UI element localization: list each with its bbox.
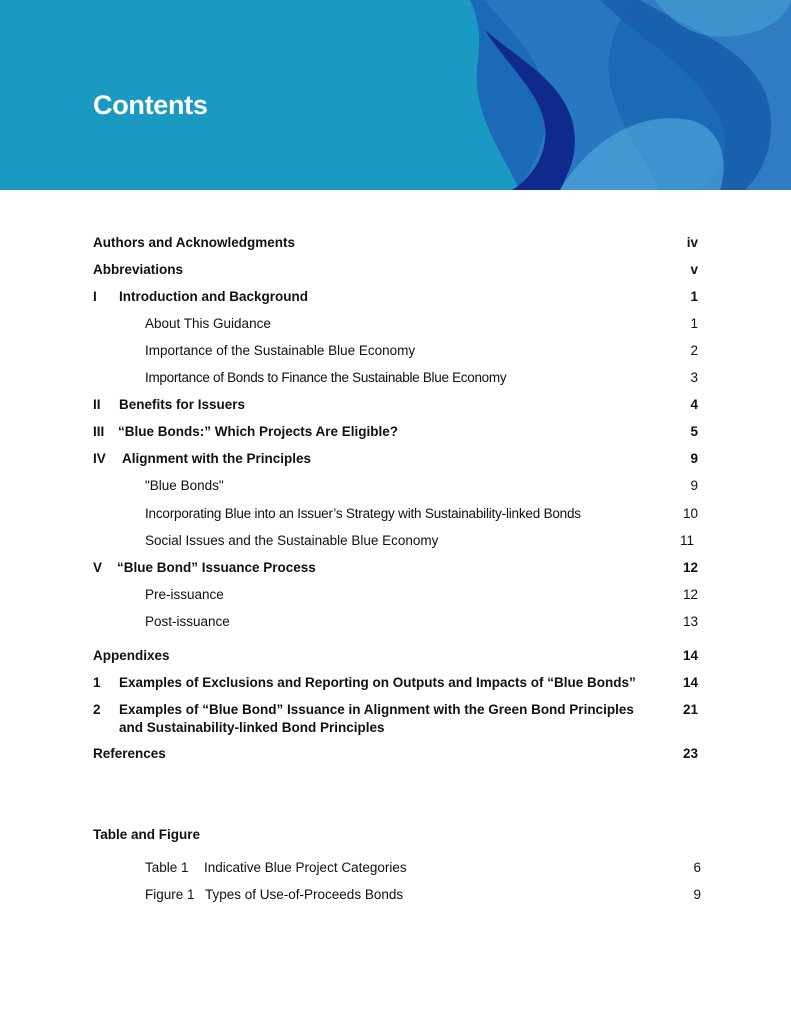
toc-number: III xyxy=(93,424,105,439)
table-figure-page: 6 xyxy=(693,860,701,875)
toc-page: 9 xyxy=(690,478,698,493)
toc-page: 1 xyxy=(690,289,698,304)
toc-subentry[interactable] xyxy=(93,476,698,496)
toc-number: II xyxy=(93,397,101,412)
toc-entry[interactable] xyxy=(93,422,698,442)
toc-label: About This Guidance xyxy=(145,316,271,331)
toc-label: Introduction and Background xyxy=(119,289,308,304)
toc-number: 2 xyxy=(93,702,101,717)
toc-label: Abbreviations xyxy=(93,262,184,277)
table-caption: Table 1 xyxy=(145,860,189,875)
toc-page: 23 xyxy=(682,746,698,761)
toc-page: 11 xyxy=(679,533,694,548)
toc-label: Authors and Acknowledgments xyxy=(93,235,296,250)
toc-page: 13 xyxy=(682,614,698,629)
toc-subentry[interactable] xyxy=(93,585,698,605)
toc-entry[interactable] xyxy=(93,558,698,578)
toc-number: 1 xyxy=(93,675,101,690)
toc-label: Pre-issuance xyxy=(145,587,224,602)
toc-page: 21 xyxy=(682,702,698,717)
toc-page: 10 xyxy=(682,506,698,521)
toc-entry[interactable] xyxy=(93,287,698,307)
table-figure-page: 9 xyxy=(693,887,701,902)
toc-page: v xyxy=(690,262,698,277)
toc-entry[interactable] xyxy=(93,744,698,764)
toc-page: 4 xyxy=(690,397,698,412)
toc-subentry[interactable] xyxy=(93,612,698,632)
toc-label: Examples of Exclusions and Reporting on Outputs and Impacts of “Blue Bonds” xyxy=(119,675,636,690)
toc-label: Importance of the Sustainable Blue Economy xyxy=(145,343,416,358)
toc-subentry[interactable] xyxy=(93,504,698,524)
toc-label: Importance of Bonds to Finance the Sustainable Blue Economy xyxy=(145,370,507,385)
toc-entry[interactable] xyxy=(93,646,698,666)
toc-subentry[interactable] xyxy=(93,531,698,551)
toc-entry[interactable] xyxy=(93,700,698,738)
toc-label: References xyxy=(93,746,166,761)
toc-entry[interactable] xyxy=(93,673,698,693)
toc-page: 12 xyxy=(682,587,698,602)
toc-label: Post-issuance xyxy=(145,614,230,629)
toc-label: Incorporating Blue into an Issuer’s Strategy with Sustainability-linked Bonds xyxy=(145,506,581,521)
table-figure-label: Indicative Blue Project Categories xyxy=(204,860,407,875)
toc-page: 3 xyxy=(690,370,698,385)
toc-label: “Blue Bond” Issuance Process xyxy=(117,560,316,575)
section-heading: Table and Figure xyxy=(93,827,201,842)
toc-label: Examples of “Blue Bond” Issuance in Alignment with the Green Bond Principles xyxy=(119,702,634,717)
toc-page: 9 xyxy=(690,451,698,466)
toc-label: Alignment with the Principles xyxy=(122,451,312,466)
toc-label-line2: and Sustainability-linked Bond Principles xyxy=(119,720,385,735)
toc-page: 12 xyxy=(682,560,698,575)
toc-number: V xyxy=(93,560,103,575)
toc-page: 5 xyxy=(690,424,698,439)
toc-subentry[interactable] xyxy=(93,341,698,361)
toc-label: “Blue Bonds:” Which Projects Are Eligible? xyxy=(118,424,399,439)
toc-page: iv xyxy=(686,235,698,250)
toc-number: I xyxy=(93,289,97,304)
toc-entry[interactable] xyxy=(93,449,698,469)
toc-page: 1 xyxy=(690,316,698,331)
header-banner xyxy=(0,0,791,190)
page-title: Contents xyxy=(93,90,208,120)
toc-label: Appendixes xyxy=(93,648,170,663)
toc-entry[interactable] xyxy=(93,260,698,280)
table-figure-entry[interactable] xyxy=(93,858,701,878)
toc-page: 2 xyxy=(690,343,698,358)
toc-subentry[interactable] xyxy=(93,368,698,388)
figure-caption: Figure 1 xyxy=(145,887,195,902)
toc-label: "Blue Bonds" xyxy=(145,478,224,493)
toc-label: Benefits for Issuers xyxy=(119,397,246,412)
table-figure-heading xyxy=(93,825,698,845)
toc-entry[interactable] xyxy=(93,233,698,253)
table-figure-entry[interactable] xyxy=(93,885,701,905)
toc-entry[interactable] xyxy=(93,395,698,415)
toc-number: IV xyxy=(93,451,106,466)
toc-page: 14 xyxy=(682,675,698,690)
toc-subentry[interactable] xyxy=(93,314,698,334)
table-figure-label: Types of Use-of-Proceeds Bonds xyxy=(205,887,404,902)
toc-page: 14 xyxy=(682,648,698,663)
toc-label: Social Issues and the Sustainable Blue Economy xyxy=(145,533,439,548)
